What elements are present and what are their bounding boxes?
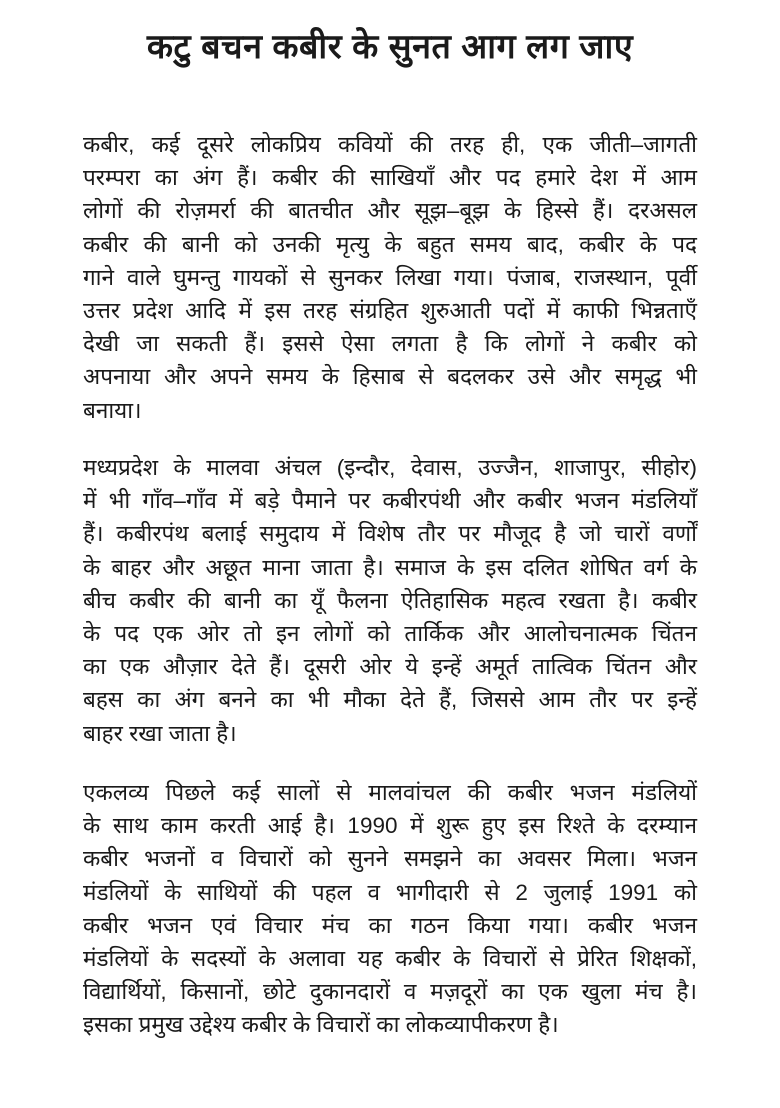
text-line: विद्यार्थियों, किसानों, छोटे दुकानदारों व मज़दूरों का एक खुला मंच है। [83, 979, 697, 1005]
text-line: कबीर, कई दूसरे लोकप्रिय कवियों की तरह ही, एक जीती–जागती [83, 132, 697, 157]
text-line: के बाहर और अछूत माना जाता है। समाज के इस दलित शोषित वर्ग के [83, 554, 697, 580]
text-line: के साथ काम करती आई है। 1990 में शुरू हुए इस रिश्ते के दरम्यान [83, 813, 697, 839]
text-line: परम्परा का अंग हैं। कबीर की साखियाँ और पद हमारे देश में आम [83, 165, 697, 191]
text-line: एकलव्य पिछले कई सालों से मालवांचल की कबीर भजन मंडलियों [83, 780, 697, 805]
text-line: इसका प्रमुख उद्देश्य कबीर के विचारों का लोकव्यापीकरण है। [83, 1012, 559, 1038]
text-line: मंडलियों के सदस्यों के अलावा यह कबीर के विचारों से प्रेरित शिक्षकों, [83, 945, 697, 971]
text-line: बाहर रखा जाता है। [83, 720, 237, 746]
text-line: मध्यप्रदेश के मालवा अंचल (इन्दौर, देवास, उज्जैन, शाजापुर, सीहोर) [83, 455, 697, 480]
text-line: बनाया। [83, 397, 142, 423]
page-title: कटु बचन कबीर के सुनत आग लग जाए [146, 28, 634, 66]
text-line: के पद एक ओर तो इन लोगों को तार्किक और आलोचनात्मक चिंतन [83, 620, 697, 646]
text-line: देखी जा सकती हैं। इससे ऐसा लगता है कि लोगों ने कबीर को [83, 331, 697, 357]
text-line: बीच कबीर की बानी का यूँ फैलना ऐतिहासिक महत्व रखता है। कबीर [83, 587, 697, 613]
text-line: हैं। कबीरपंथ बलाई समुदाय में विशेष तौर पर मौजूद है जो चारों वर्णों [83, 521, 697, 547]
text-line: उत्तर प्रदेश आदि में इस तरह संग्रहित शुरुआती पदों में काफी भिन्नताएँ [83, 297, 697, 323]
text-line: गाने वाले घुमन्तु गायकों से सुनकर लिखा गया। पंजाब, राजस्थान, पूर्वी [83, 264, 697, 290]
text-line: का एक औज़ार देते हैं। दूसरी ओर ये इन्हें अमूर्त तात्विक चिंतन और [83, 654, 697, 680]
text-line: कबीर भजन एवं विचार मंच का गठन किया गया। कबीर भजन [83, 912, 697, 938]
text-line: मंडलियों के साथियों की पहल व भागीदारी से 2 जुलाई 1991 को [83, 879, 697, 905]
paragraph-3 [83, 776, 697, 1042]
paragraph-2 [83, 451, 697, 750]
text-line: लोगों की रोज़मर्रा की बातचीत और सूझ–बूझ के हिस्से हैं। दरअसल [83, 198, 697, 224]
text-line: कबीर भजनों व विचारों को सुनने समझने का अवसर मिला। भजन [83, 846, 697, 872]
text-line: बहस का अंग बनने का भी मौका देते हैं, जिससे आम तौर पर इन्हें [83, 687, 697, 713]
text-line: कबीर की बानी को उनकी मृत्यु के बहुत समय बाद, कबीर के पद [83, 231, 697, 257]
text-line: अपनाया और अपने समय के हिसाब से बदलकर उसे और समृद्ध भी [83, 364, 697, 390]
paragraph-1 [83, 128, 697, 427]
text-line: में भी गाँव–गाँव में बड़े पैमाने पर कबीरपंथी और कबीर भजन मंडलियाँ [83, 488, 697, 514]
